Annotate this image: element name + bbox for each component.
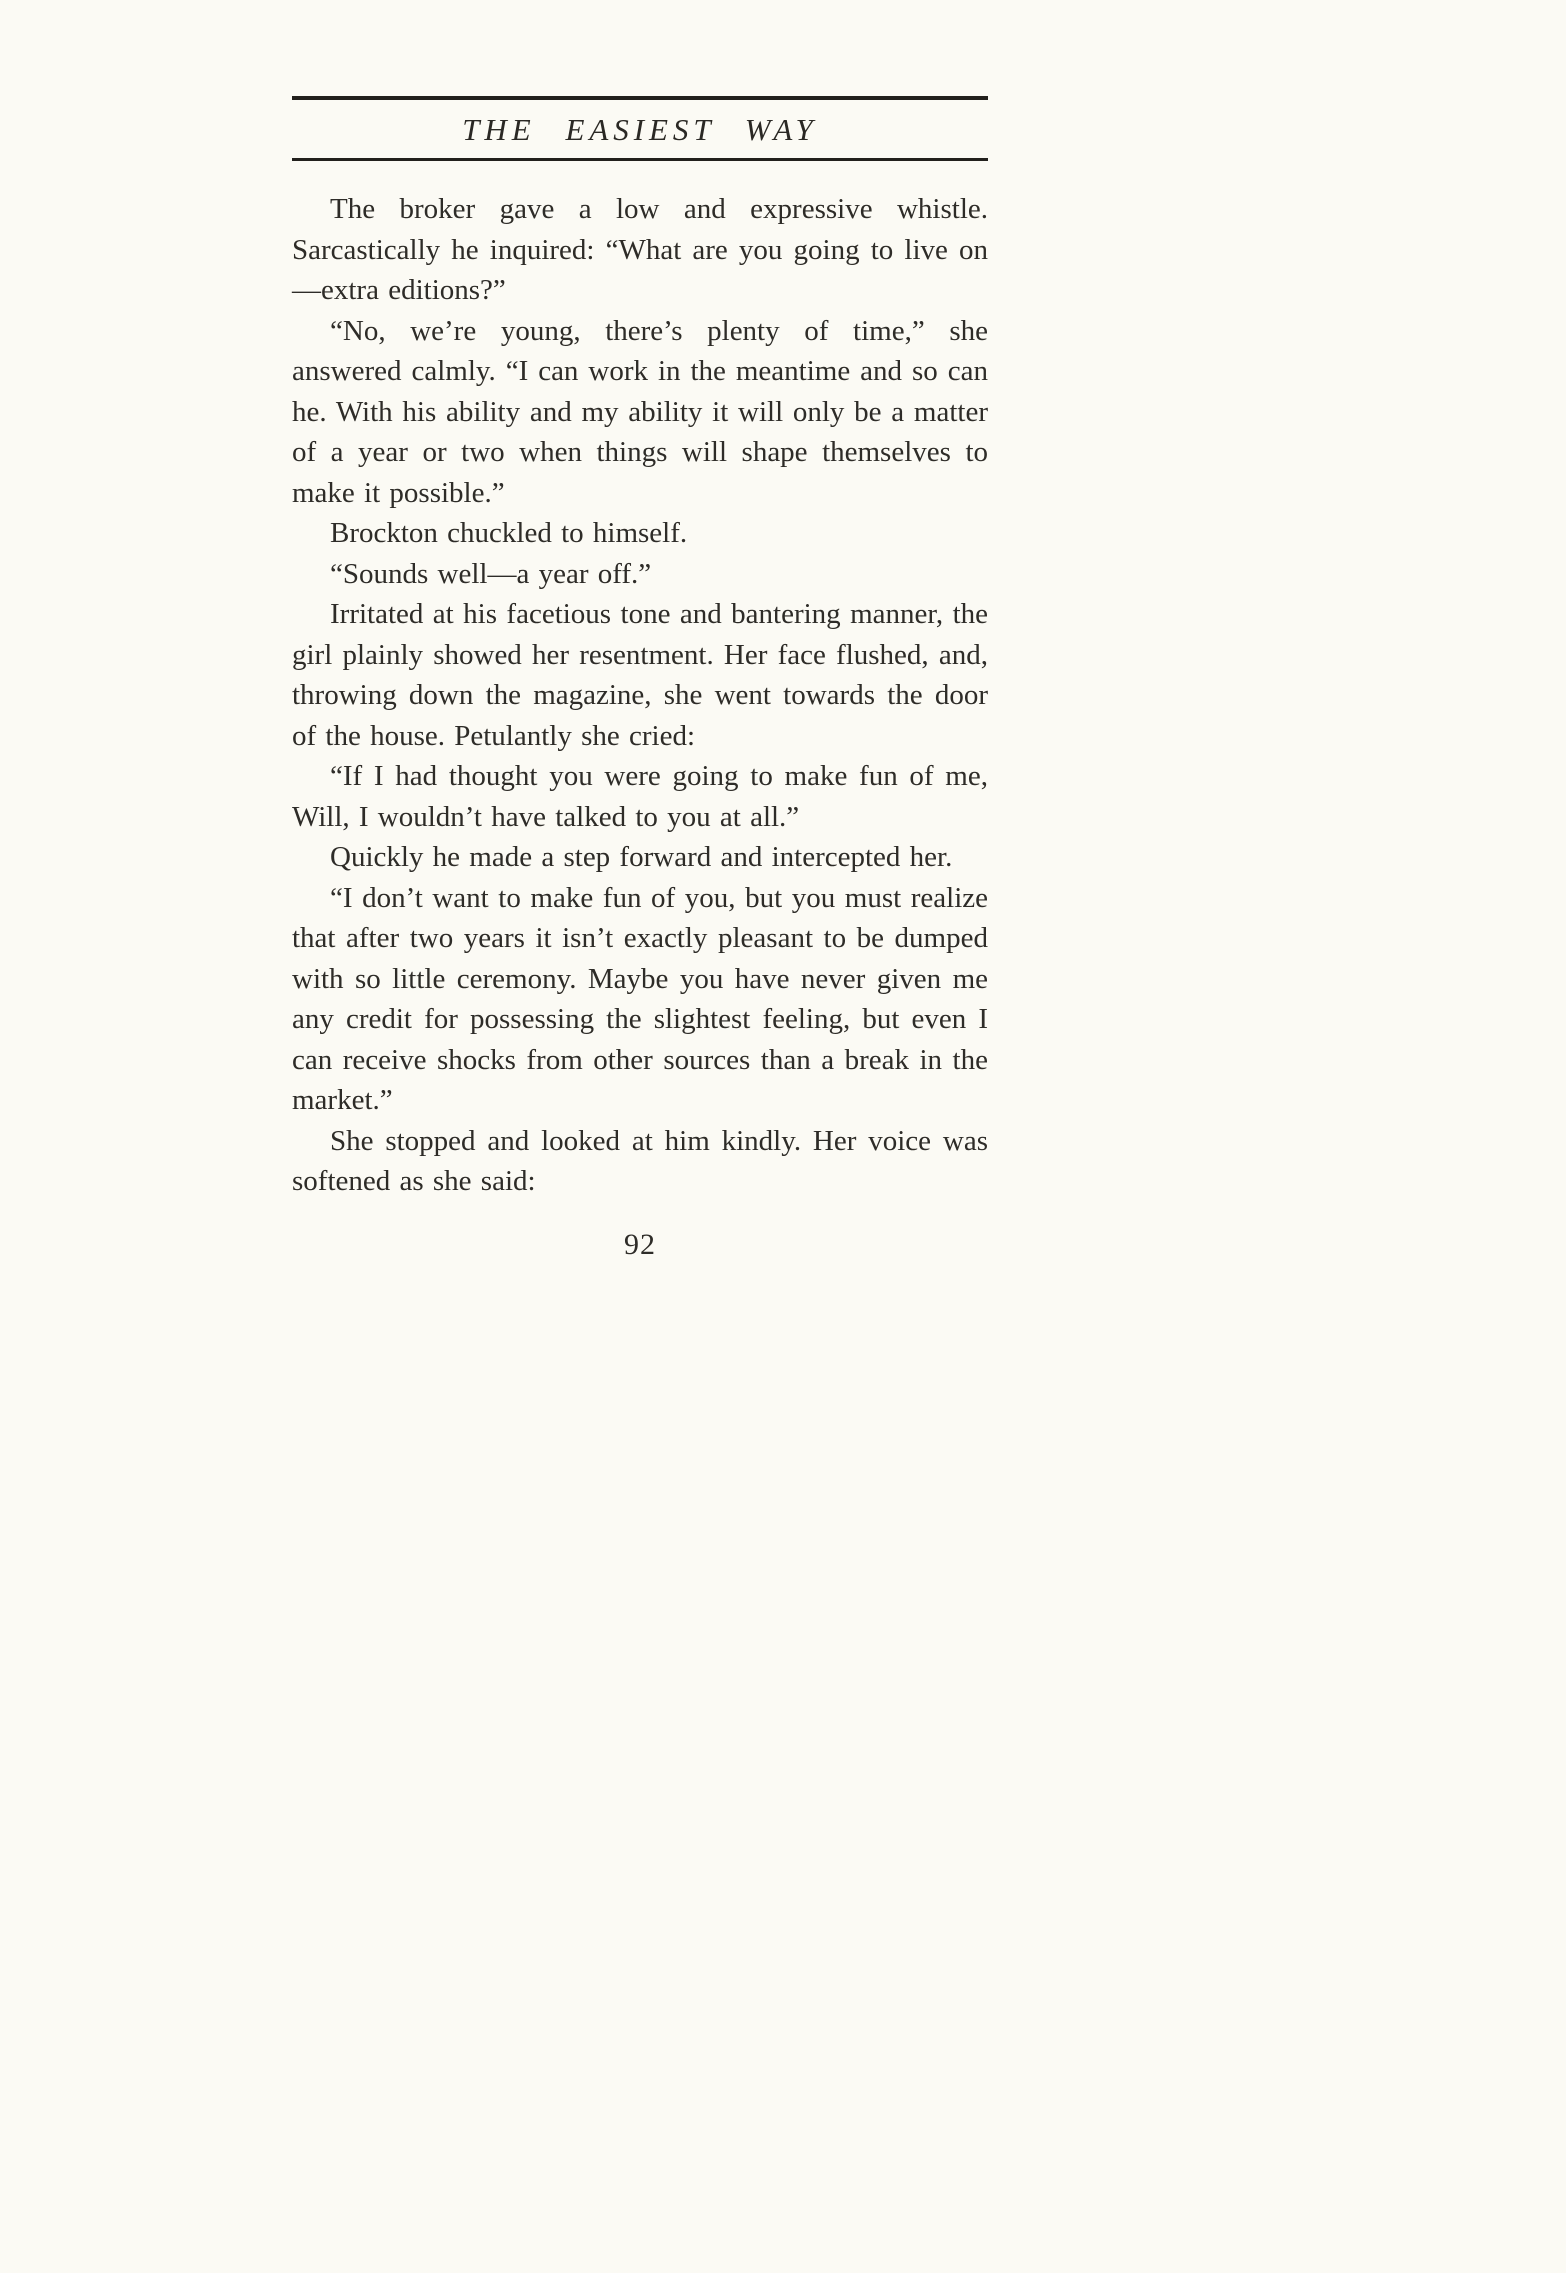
paragraph: Quickly he made a step forward and intercepted her. [330, 841, 953, 873]
paragraph: Irritated at his facetious tone and bantering manner, the girl plainly showed her resentment. Her face flushed, and, throwing down the magazine, she went towards the door of the house. Petulantly she cried: [292, 598, 988, 752]
page-number: 92 [624, 1227, 656, 1261]
paragraph: “No, we’re young, there’s plenty of time,” she answered calmly. “I can work in the meantime and so can he. With his ability and my ability it will only be a matter of a year or two when things will shape themselves to make it possible.” [292, 314, 988, 509]
paragraph: She stopped and looked at him kindly. Her voice was softened as she said: [292, 1124, 988, 1197]
running-head [292, 96, 988, 161]
text-block [292, 96, 988, 1262]
paragraph: The broker gave a low and expressive whistle. Sarcastically he inquired: “What are you going to live on—extra editions?” [292, 193, 988, 306]
paragraph: “If I had thought you were going to make fun of me, Will, I wouldn’t have talked to you at all.” [292, 760, 988, 833]
header-rule-bottom [292, 158, 988, 161]
paragraph: Brockton chuckled to himself. [330, 517, 688, 549]
page-title: THE EASIEST WAY [462, 112, 818, 147]
header-rule-top [292, 96, 988, 100]
paragraph: “I don’t want to make fun of you, but you must realize that after two years it isn’t exactly pleasant to be dumped with so little ceremony. Maybe you have never given me any credit for possessing the slightest feeling, but even I can receive shocks from other sources than a break in the market.” [292, 881, 988, 1116]
body-text [292, 189, 988, 1202]
paragraph: “Sounds well—a year off.” [330, 557, 652, 590]
